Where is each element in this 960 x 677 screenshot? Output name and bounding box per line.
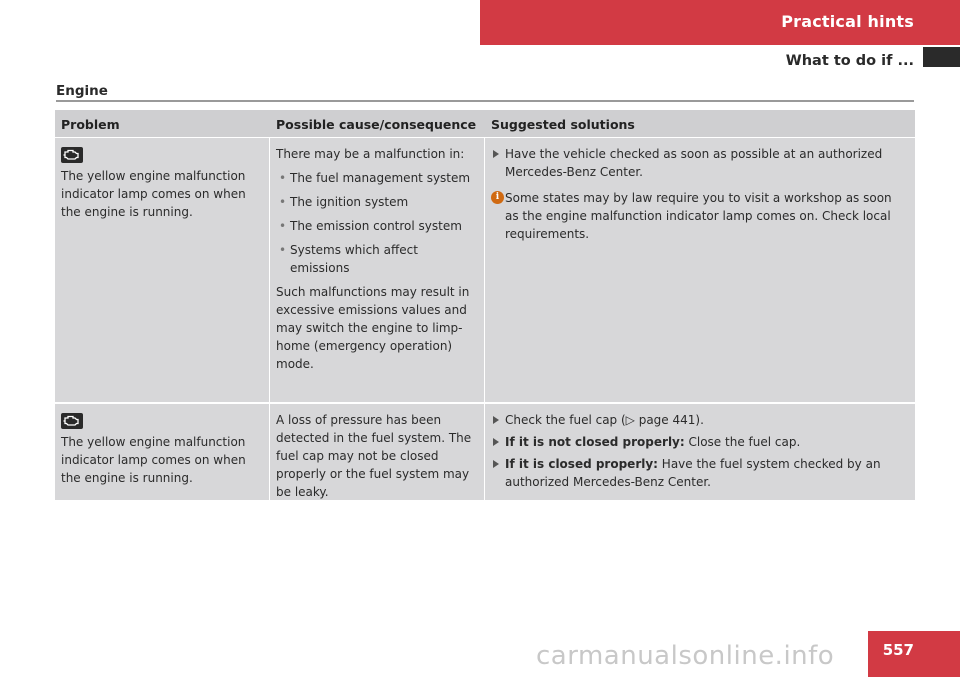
page-number: 557 (882, 641, 914, 659)
table-header (55, 110, 915, 138)
column-header-problem: Problem (61, 117, 120, 132)
cause-outro: Such malfunctions may result in excessive emissions values and may switch the engine to limp-home (emergency operation) mode. (276, 285, 470, 371)
condition-label: If it is closed properly: (505, 457, 658, 471)
solution-step (491, 145, 909, 181)
cause-intro: There may be a malfunction in: (276, 147, 465, 161)
table-row (55, 404, 915, 502)
section-divider (56, 100, 914, 102)
solution-cell (485, 138, 915, 402)
solution-step (491, 411, 909, 429)
arrow-right-icon (493, 416, 499, 424)
solution-step-text: Have the vehicle checked as soon as possible at an authorized Mercedes-Benz Center. (505, 147, 883, 179)
column-header-solutions: Suggested solutions (491, 117, 635, 132)
cause-cell (270, 138, 485, 402)
watermark: carmanualsonline.info (536, 641, 835, 671)
problem-text: The yellow engine malfunction indicator lamp comes on when the engine is running. (61, 169, 246, 219)
chapter-title: Practical hints (781, 12, 914, 31)
table-row (55, 138, 915, 404)
section-title: Engine (56, 83, 108, 99)
section-header: What to do if ... (785, 53, 914, 69)
arrow-right-icon (493, 438, 499, 446)
info-icon: i (491, 191, 504, 204)
solution-step (491, 455, 909, 491)
solution-step-text: Close the fuel cap. (684, 435, 801, 449)
cause-list (276, 169, 478, 277)
info-note (491, 189, 909, 243)
engine-warning-icon (61, 147, 83, 163)
column-header-cause: Possible cause/consequence (276, 117, 477, 132)
list-item: • Systems which affect emissions (276, 241, 478, 277)
solution-step (491, 433, 909, 451)
list-item: • The ignition system (276, 193, 478, 211)
list-item: • The fuel management system (276, 169, 478, 187)
cause-text: A loss of pressure has been detected in the fuel system. The fuel cap may not be closed properly or the fuel system may be leaky. (276, 413, 472, 499)
info-note-text: Some states may by law require you to visit a workshop as soon as the engine malfunction indicator lamp comes on. Check local requirements. (505, 191, 892, 241)
list-item: • The emission control system (276, 217, 478, 235)
problem-cell (55, 404, 270, 500)
engine-warning-icon (61, 413, 83, 429)
arrow-right-icon (493, 150, 499, 158)
arrow-right-icon (493, 460, 499, 468)
condition-label: If it is not closed properly: (505, 435, 685, 449)
solution-cell (485, 404, 915, 500)
engine-table (55, 110, 915, 502)
problem-cell (55, 138, 270, 402)
problem-text: The yellow engine malfunction indicator lamp comes on when the engine is running. (61, 435, 246, 485)
cause-cell (270, 404, 485, 500)
thumb-tab (923, 47, 960, 67)
solution-step-text: Have the fuel system checked by an authorized Mercedes-Benz Center. (505, 457, 881, 489)
solution-step-text: Check the fuel cap (▷ page 441). (505, 413, 704, 427)
